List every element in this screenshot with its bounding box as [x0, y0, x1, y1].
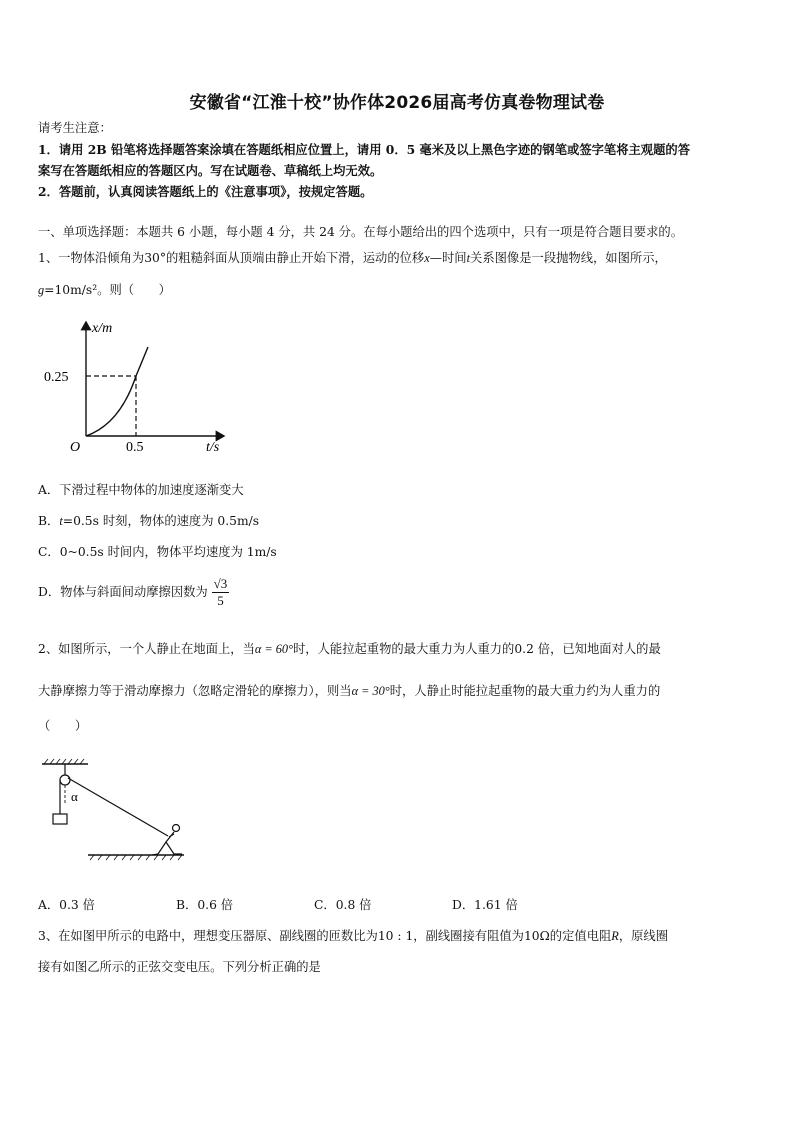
q1-stem-line-2: [38, 282, 171, 298]
q3-var-r: R: [611, 929, 619, 943]
q2-alpha-60: α = 60°: [254, 642, 293, 656]
q2-option-d: D．1.61 倍: [452, 898, 518, 912]
q1-position-time-graph: [40, 314, 240, 459]
q3-text-a: 3、在如图甲所示的电路中，理想变压器原、副线圈的匝数比为10 : 1，副线圈接有阻值为10: [38, 929, 540, 943]
q2-pulley-figure: [38, 758, 188, 868]
q1-var-t: t: [466, 251, 471, 265]
q3-text-c: ，原线圈: [618, 929, 669, 943]
notice-heading: 请考生注意：: [38, 121, 112, 135]
q1-stem-text-b: —时间: [429, 251, 467, 265]
q2-text-d: 时，人静止时能拉起重物的最大重力约为人重力的: [389, 684, 661, 698]
q1-origin-label: O: [70, 440, 81, 455]
section-1-heading: 一、单项选择题：本题共 6 小题，每小题 4 分，共 24 分。在每小题给出的四个选项中，只有一项是符合题目要求的。: [38, 225, 683, 239]
q3-omega: Ω: [539, 929, 550, 943]
q3-stem-line-2: 接有如图乙所示的正弦交变电压。下列分析正确的是: [38, 960, 321, 974]
q1-x-axis-label: t/s: [206, 440, 220, 455]
q1-option-a: A．下滑过程中物体的加速度逐渐变大: [38, 483, 244, 497]
q1-x-tick-label: 0.5: [126, 440, 144, 455]
q1-option-d: [38, 576, 229, 609]
q1-option-d-fraction: [212, 576, 230, 609]
q1-stem-text-a: 1、一物体沿倾角为30°的粗糙斜面从顶端由静止开始下滑，运动的位移: [38, 251, 425, 265]
q1-option-b-text: =0.5s 时刻，物体的速度为 0.5m/s: [62, 514, 260, 528]
q1-curve: [86, 347, 148, 436]
q1-stem-line-1: [38, 250, 667, 266]
q1-option-d-numerator: √3: [213, 576, 228, 591]
q2-text-b: 时，人能拉起重物的最大重力为人重力的0.2 倍，已知地面对人的最: [293, 642, 661, 656]
q1-option-b: [38, 511, 259, 529]
q2-text-a: 2、如图所示，一个人静止在地面上，当: [38, 642, 255, 656]
q2-alpha-30: α = 30°: [351, 684, 390, 698]
q3-text-b: 的定值电阻: [549, 929, 612, 943]
q2-stem-line-2: [38, 683, 660, 699]
q2-stem-line-3: （ ）: [38, 719, 88, 733]
q1-option-b-prefix: B．: [38, 514, 60, 528]
q1-option-b-var: t: [59, 514, 63, 528]
notice-item-2: 2．答题前，认真阅读答题纸上的《注意事项》，按规定答题。: [38, 184, 373, 199]
q1-option-d-text: D．物体与斜面间动摩擦因数为: [38, 585, 208, 599]
notice-item-1-line-2: 案写在答题纸相应的答题区内。写在试题卷、草稿纸上均无效。: [38, 163, 383, 178]
q1-stem-text-d: =10m/s²。则（ ）: [44, 283, 171, 297]
q2-text-c: 大静摩擦力等于滑动摩擦力（忽略定滑轮的摩擦力），则当: [38, 684, 352, 698]
q2-weight: [53, 814, 67, 824]
q2-option-b: B．0.6 倍: [176, 898, 234, 912]
q2-stem-line-1: [38, 641, 661, 657]
notice-item-1-line-1: 1．请用 2B 铅笔将选择题答案涂填在答题纸相应位置上，请用 0．5 毫米及以上黑色字迹的钢笔或签字笔将主观题的答: [38, 142, 690, 157]
q2-rope-slanted: [68, 778, 168, 836]
q2-option-a: A．0.3 倍: [38, 898, 95, 912]
q1-option-d-denominator: 5: [217, 593, 224, 608]
q2-pulley: [60, 775, 70, 785]
q1-y-tick-label: 0.25: [44, 370, 69, 385]
q1-stem-text-c: 关系图像是一段抛物线，如图所示，: [470, 251, 667, 265]
q1-var-g: g: [38, 283, 45, 297]
q1-option-c: C．0~0.5s 时间内，物体平均速度为 1m/s: [38, 545, 277, 559]
q2-alpha-label: α: [71, 789, 78, 804]
q2-option-c: C．0.8 倍: [314, 898, 372, 912]
q3-stem-line-1: [38, 928, 668, 944]
q1-y-axis-label: x/m: [92, 321, 113, 336]
page-title: 安徽省“江淮十校”协作体2026届高考仿真卷物理试卷: [189, 93, 605, 113]
q1-var-x: x: [424, 251, 430, 265]
